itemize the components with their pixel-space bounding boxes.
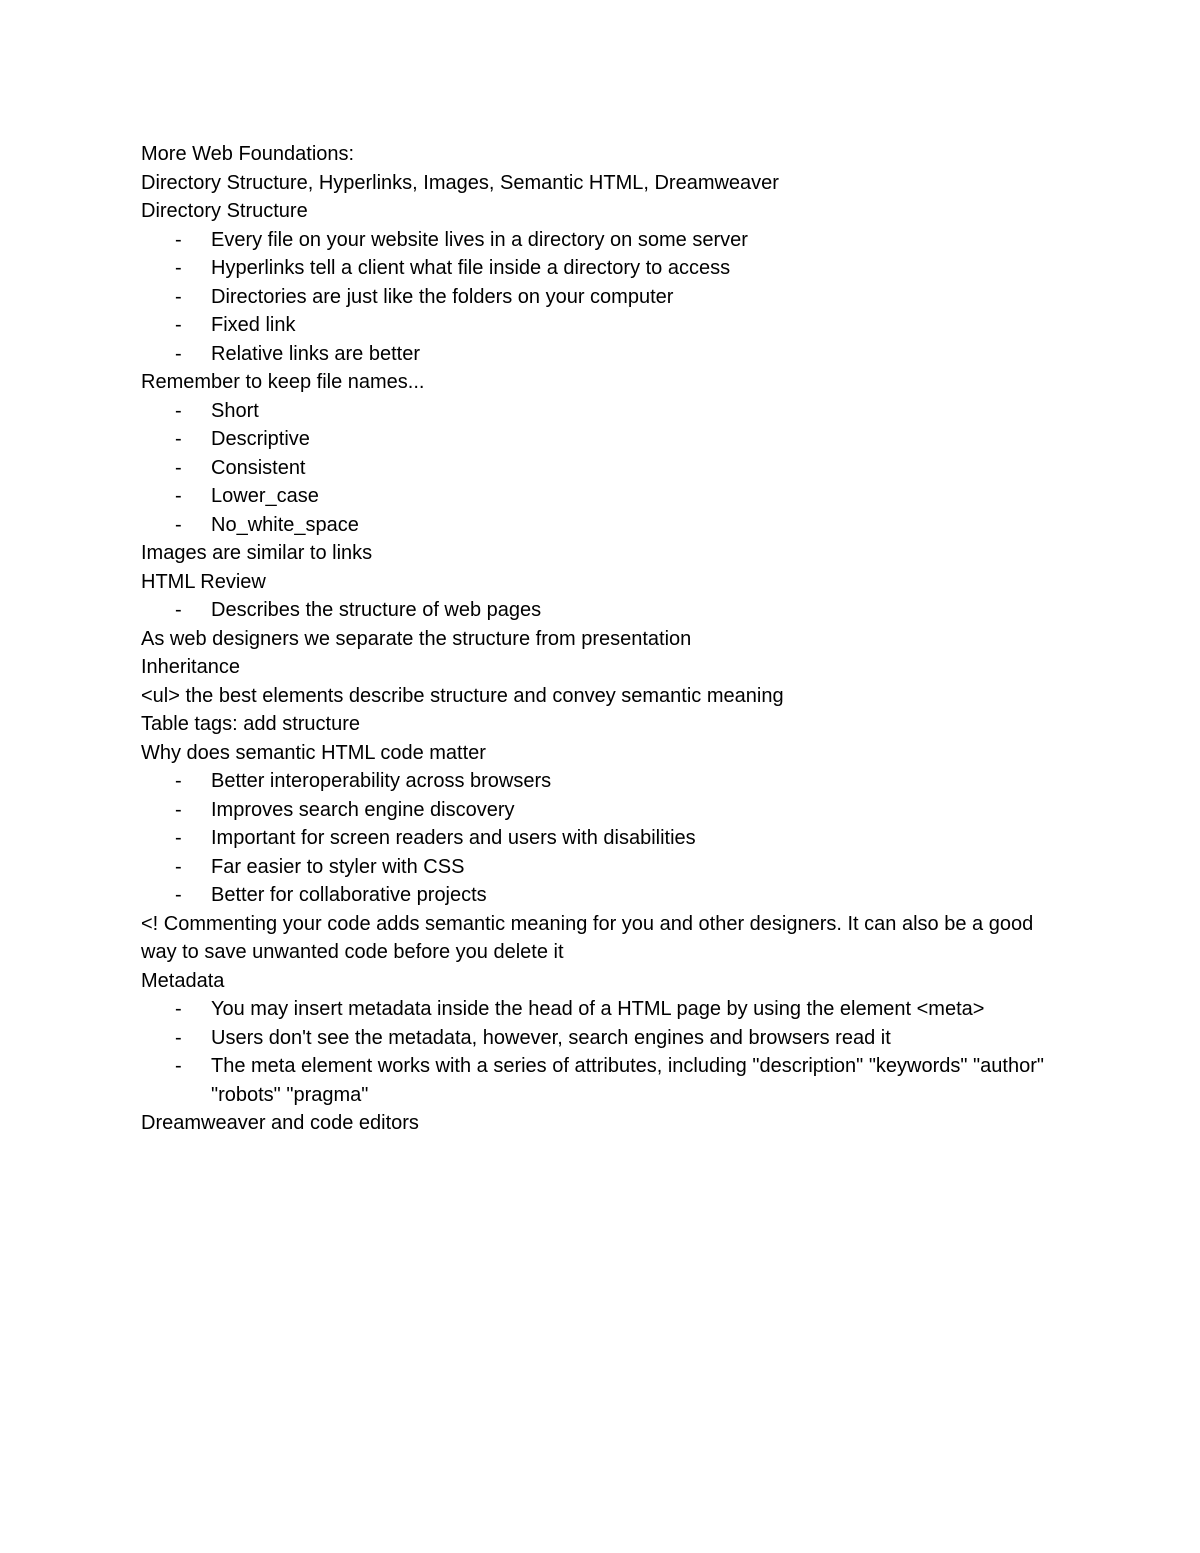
list-item-text: Describes the structure of web pages <box>211 599 542 621</box>
list-item <box>141 397 1061 426</box>
list-item <box>141 767 1061 796</box>
list-item <box>141 454 1061 483</box>
list-item-text: Better interoperability across browsers <box>211 770 552 792</box>
list-item-text: Users don't see the metadata, however, search engines and browsers read it <box>211 1026 891 1049</box>
list-item <box>141 340 1061 369</box>
section-heading-metadata: Metadata <box>141 969 225 992</box>
section-heading-html-review: HTML Review <box>141 570 266 593</box>
list-item-text: Lower_case <box>211 485 319 507</box>
bullet-dash: - <box>175 798 182 821</box>
bullet-dash: - <box>175 456 182 479</box>
closing-line: Dreamweaver and code editors <box>141 1112 419 1134</box>
list-item <box>141 425 1061 454</box>
list-item <box>141 853 1061 882</box>
separate-structure-line: As web designers we separate the structure from presentation <box>141 627 692 650</box>
list-item-text: Better for collaborative projects <box>211 884 487 906</box>
ul-line: <ul> the best elements describe structure and convey semantic meaning <box>141 684 784 707</box>
list-item <box>141 311 1061 340</box>
list-item <box>141 482 1061 511</box>
bullet-dash: - <box>175 485 182 507</box>
list-item-text: Fixed link <box>211 314 296 336</box>
bullet-dash: - <box>175 770 182 792</box>
list-item-text: No_white_space <box>211 513 359 536</box>
list-item <box>141 1024 1061 1053</box>
list-item-text: Improves search engine discovery <box>211 798 515 821</box>
bullet-dash: - <box>175 314 182 336</box>
list-item-text: Directories are just like the folders on your computer <box>211 285 674 308</box>
list-item-text: Every file on your website lives in a directory on some server <box>211 228 748 251</box>
bullet-dash: - <box>175 513 182 536</box>
list-item <box>141 254 1061 283</box>
list-item-text: Relative links are better <box>211 342 420 365</box>
list-item <box>141 881 1061 910</box>
list-item <box>141 511 1061 540</box>
bullet-dash: - <box>175 399 182 422</box>
list-item-text: You may insert metadata inside the head of a HTML page by using the element <meta> <box>211 998 985 1020</box>
list-item <box>141 283 1061 312</box>
bullet-dash: - <box>175 599 182 621</box>
bullet-dash: - <box>175 884 182 906</box>
bullet-dash: - <box>175 998 182 1020</box>
inheritance-line: Inheritance <box>141 656 240 678</box>
bullet-dash: - <box>175 1026 182 1049</box>
bullet-dash: - <box>175 855 182 878</box>
list-item-text: Hyperlinks tell a client what file inside a directory to access <box>211 257 731 279</box>
list-item-text: Descriptive <box>211 428 310 450</box>
list-item <box>141 1052 1061 1109</box>
list-item <box>141 824 1061 853</box>
list-item <box>141 796 1061 825</box>
list-item-text: Important for screen readers and users with disabilities <box>211 827 696 849</box>
table-tags-line: Table tags: add structure <box>141 713 361 735</box>
list-item <box>141 596 1061 625</box>
list-item-text: Short <box>211 399 259 422</box>
list-item-text: Consistent <box>211 456 306 479</box>
document-body <box>141 140 1061 1138</box>
list-item-text: Far easier to styler with CSS <box>211 855 465 878</box>
bullet-dash: - <box>175 257 182 279</box>
bullet-dash: - <box>175 827 182 849</box>
list-item-text: The meta element works with a series of attributes, including "description" "keywords" "author" "robots" "pragma" <box>211 1055 1044 1106</box>
section-heading-semantic-html: Why does semantic HTML code matter <box>141 741 486 764</box>
list-item <box>141 995 1061 1024</box>
list-item <box>141 226 1061 255</box>
comment-line: <! Commenting your code adds semantic meaning for you and other designers. It can also be a good way to save unwanted code before you delete it <box>141 912 1034 963</box>
bullet-dash: - <box>175 342 182 365</box>
bullet-dash: - <box>175 428 182 450</box>
document-title: More Web Foundations: <box>141 143 355 165</box>
section-heading-directory-structure: Directory Structure <box>141 200 308 222</box>
bullet-dash: - <box>175 285 182 308</box>
bullet-dash: - <box>175 228 182 251</box>
document-subtitle: Directory Structure, Hyperlinks, Images, Semantic HTML, Dreamweaver <box>141 171 779 194</box>
images-line: Images are similar to links <box>141 542 373 564</box>
bullet-dash: - <box>175 1055 182 1077</box>
section-heading-file-names: Remember to keep file names... <box>141 371 425 393</box>
